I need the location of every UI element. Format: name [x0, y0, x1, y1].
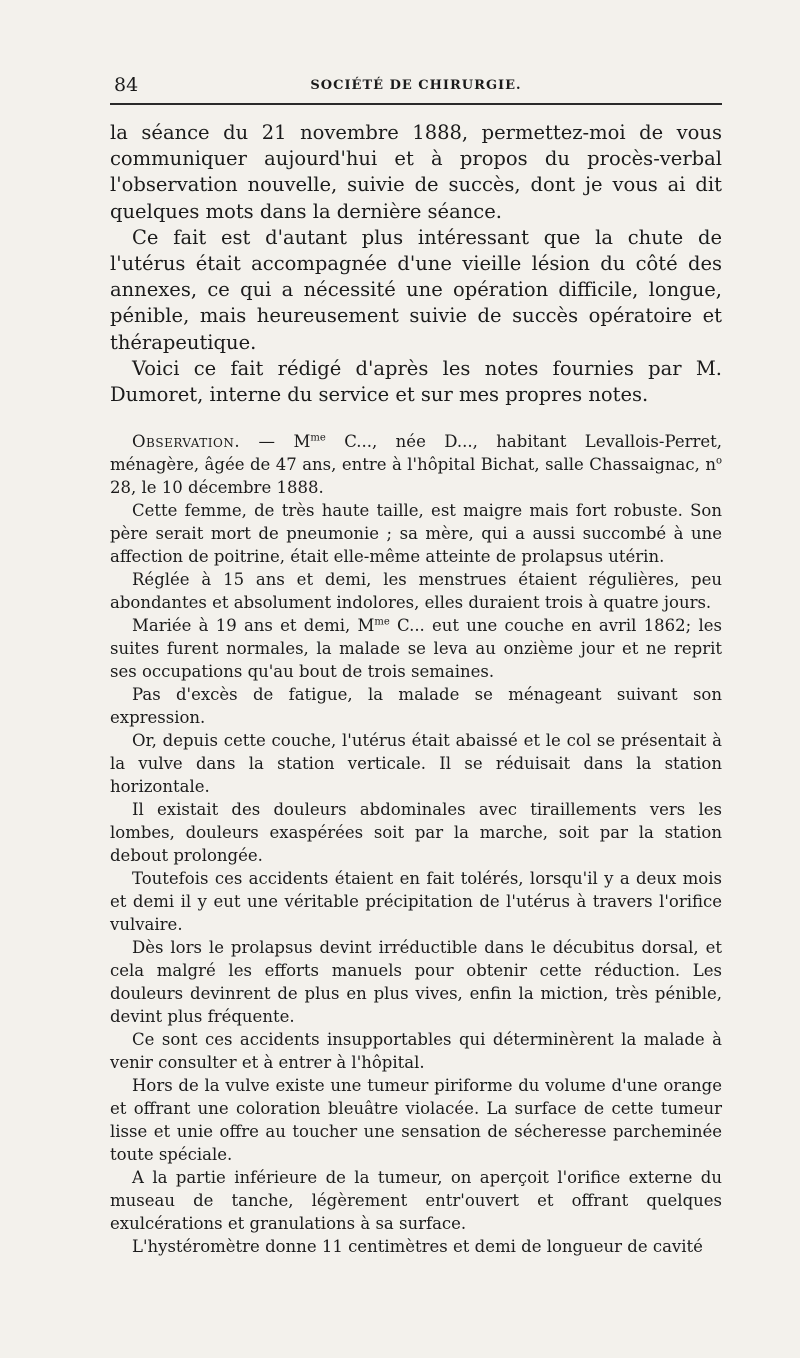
page-header — [110, 74, 722, 98]
observation-paragraph: Mariée à 19 ans et demi, $M^{me}$ C... eut une couche en avril 1862; les suites furent normales, la malade se leva au onzième jour et ne reprit ses occupations qu'au bout de trois semaines. — [110, 616, 722, 682]
observation-paragraph: Or, depuis cette couche, l'utérus était abaissé et le col se présentait à la vulve dans la station verticale. Il se réduisait dans la station horizontale. — [110, 731, 722, 797]
observation-paragraph: Cette femme, de très haute taille, est maigre mais fort robuste. Son père serait mort de pneumonie ; sa mère, qui a aussi succombé à une affection de poitrine, était elle-même atteinte de prolapsus utérin. — [110, 501, 722, 567]
page-number: 84 — [114, 74, 139, 96]
observation-paragraph: Pas d'excès de fatigue, la malade se ménageant suivant son expression. — [110, 685, 722, 728]
body-text — [110, 120, 722, 1258]
observation-paragraph: Ce sont ces accidents insupportables qui déterminèrent la malade à venir consulter et à entrer à l'hôpital. — [110, 1030, 722, 1073]
observation-paragraph: Observation. — $M^{me}$ C..., née D..., habitant Levallois-Perret, ménagère, âgée de 47 ans, entre à l'hôpital Bichat, salle Chassaignac, $n^o$ 28, le 10 décembre 1888. — [110, 432, 722, 498]
header-rule — [110, 103, 722, 105]
observation-paragraph: Toutefois ces accidents étaient en fait tolérés, lorsqu'il y a deux mois et demi il y eut une véritable précipitation de l'utérus à travers l'orifice vulvaire. — [110, 869, 722, 935]
running-title: SOCIÉTÉ DE CHIRURGIE. — [310, 78, 522, 93]
intro-paragraph: la séance du 21 novembre 1888, permettez-moi de vous communiquer aujourd'hui et à propos du procès-verbal l'observation nouvelle, suivie de succès, dont je vous ai dit quelques mots dans la dernière séance. — [110, 121, 722, 223]
observation-section — [110, 430, 722, 1258]
observation-paragraph: Hors de la vulve existe une tumeur piriforme du volume d'une orange et offrant une coloration bleuâtre violacée. La surface de cette tumeur lisse et unie offre au toucher une sensation de sécheresse parcheminée toute spéciale. — [110, 1076, 722, 1165]
observation-paragraph: A la partie inférieure de la tumeur, on aperçoit l'orifice externe du museau de tanche, légèrement entr'ouvert et offrant quelques exulcérations et granulations à sa surface. — [110, 1168, 722, 1234]
intro-paragraph: Ce fait est d'autant plus intéressant que la chute de l'utérus était accompagnée d'une vieille lésion du côté des annexes, ce qui a nécessité une opération difficile, longue, pénible, mais heureusement suivie de succès opératoire et thérapeutique. — [110, 225, 722, 354]
observation-paragraph: Réglée à 15 ans et demi, les menstrues étaient régulières, peu abondantes et absolument indolores, elles duraient trois à quatre jours. — [110, 570, 722, 613]
intro-section — [110, 120, 722, 408]
observation-paragraph: Il existait des douleurs abdominales avec tiraillements vers les lombes, douleurs exaspérées soit par la marche, soit par la station debout prolongée. — [110, 800, 722, 866]
observation-paragraph: Dès lors le prolapsus devint irréductible dans le décubitus dorsal, et cela malgré les efforts manuels pour obtenir cette réduction. Les douleurs devinrent de plus en plus vives, enfin la miction, très pénible, devint plus fréquente. — [110, 938, 722, 1027]
observation-label: Observation. — [132, 432, 241, 452]
observation-paragraph: L'hystéromètre donne 11 centimètres et demi de longueur de cavité — [132, 1237, 703, 1257]
intro-paragraph: Voici ce fait rédigé d'après les notes fournies par M. Dumoret, interne du service et sur mes propres notes. — [110, 356, 722, 407]
